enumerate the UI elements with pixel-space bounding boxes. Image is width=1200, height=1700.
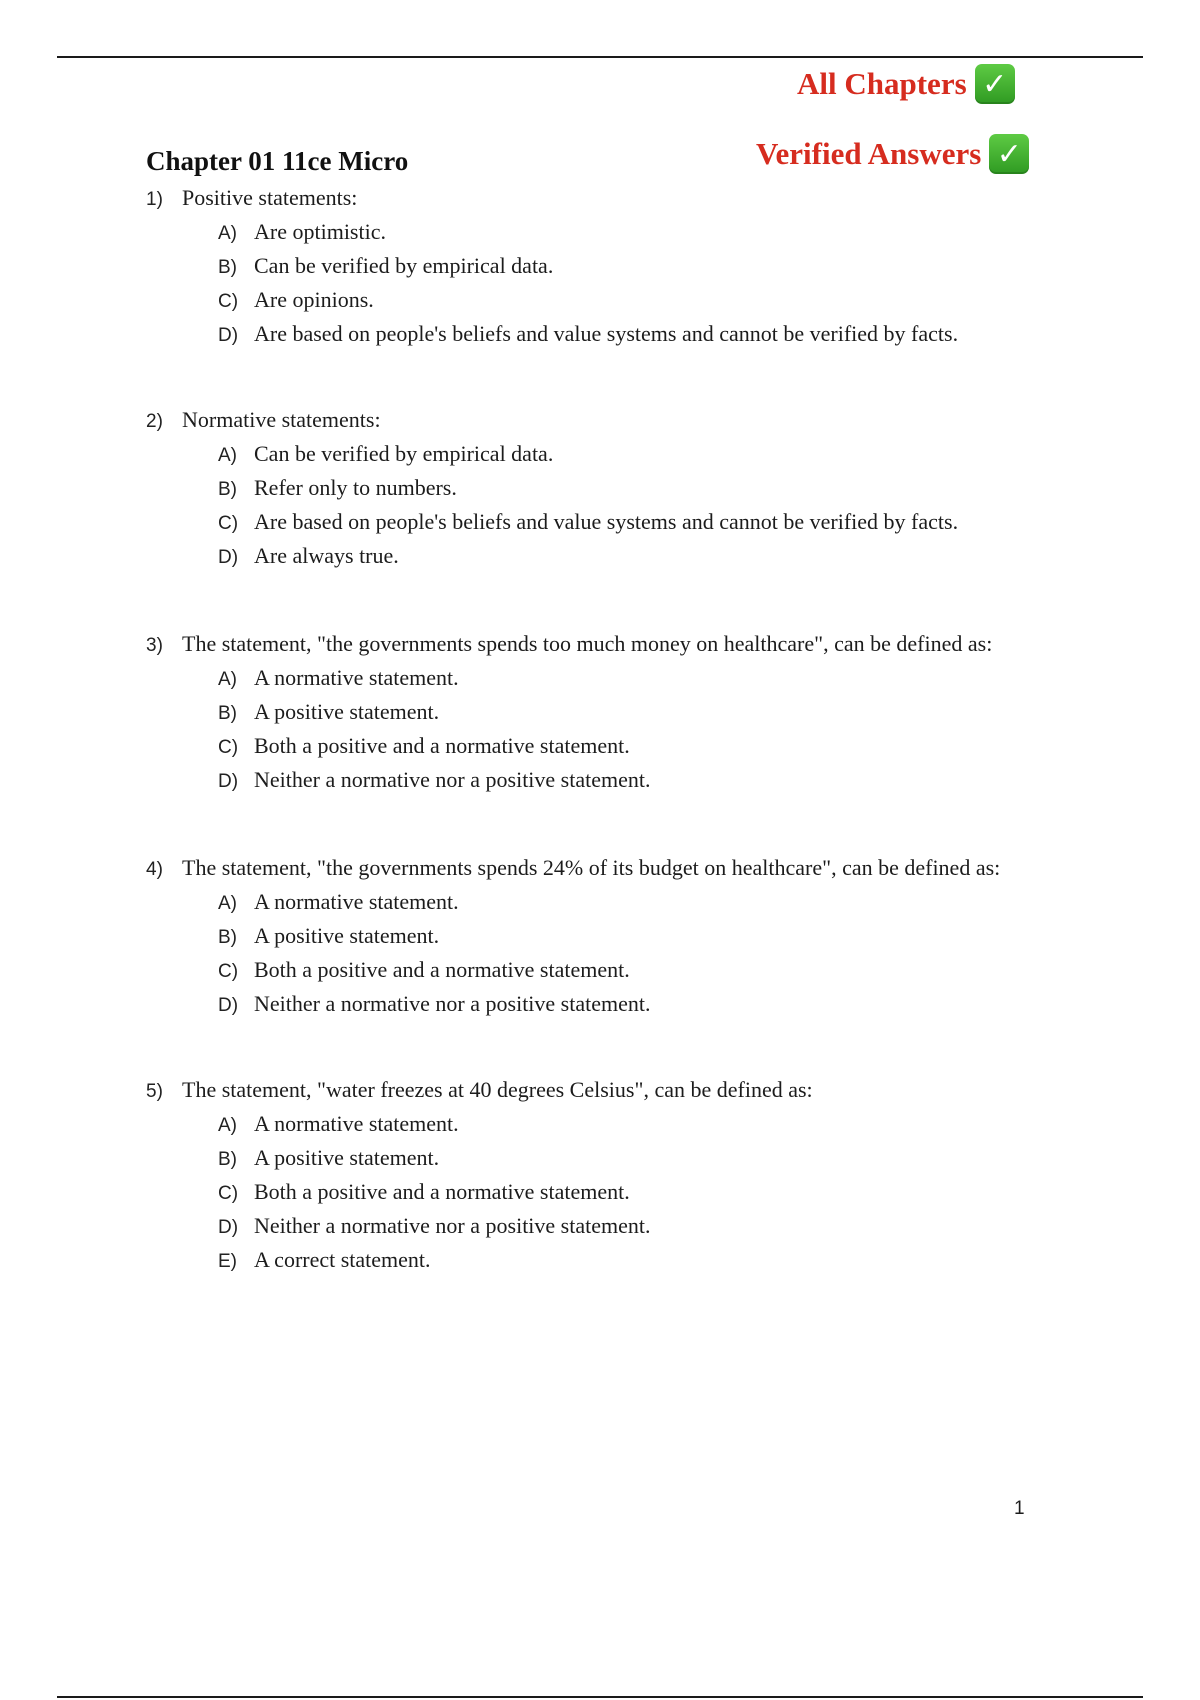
option-text: A positive statement.: [254, 699, 440, 724]
answer-option: [218, 1176, 1146, 1210]
option-letter: D): [218, 771, 239, 792]
answer-option: [218, 730, 1146, 764]
option-letter: D): [218, 995, 239, 1016]
answer-option: [218, 886, 1146, 920]
option-letter: D): [218, 1217, 239, 1238]
answer-option: [218, 920, 1146, 954]
option-text: Can be verified by empirical data.: [254, 253, 554, 278]
option-text: Both a positive and a normative statement.: [254, 733, 630, 758]
bottom-rule: [57, 1696, 1143, 1698]
answer-option: [218, 1244, 1146, 1278]
question-text: The statement, "water freezes at 40 degrees Celsius", can be defined as:: [182, 1077, 813, 1102]
option-letter: B): [218, 703, 237, 724]
answer-option: [218, 284, 1146, 318]
page-number: 1: [1014, 1498, 1025, 1519]
question-text: Positive statements:: [182, 185, 358, 210]
option-letter: A): [218, 445, 237, 466]
option-letter: B): [218, 257, 237, 278]
option-letter: D): [218, 325, 239, 346]
answer-option: [218, 988, 1146, 1022]
answer-option: [218, 540, 1146, 574]
verified-answers-label: Verified Answers: [756, 136, 982, 171]
option-letter: E): [218, 1251, 237, 1272]
question-number: 5): [146, 1081, 163, 1102]
option-text: A normative statement.: [254, 665, 459, 690]
question-3: [146, 628, 1146, 798]
chapter-title: Chapter 01 11ce Micro: [146, 146, 409, 176]
option-text: A correct statement.: [254, 1247, 431, 1272]
option-text: Are opinions.: [254, 287, 374, 312]
option-letter: A): [218, 223, 237, 244]
option-letter: B): [218, 927, 237, 948]
option-letter: C): [218, 961, 239, 982]
question-number: 1): [146, 189, 163, 210]
answer-option: [218, 318, 1146, 352]
question-text: Normative statements:: [182, 407, 381, 432]
option-text: Neither a normative nor a positive statement.: [254, 1213, 651, 1238]
question-2: [146, 404, 1146, 574]
question-number: 3): [146, 635, 163, 656]
top-rule: [57, 56, 1143, 58]
answer-option: [218, 696, 1146, 730]
option-text: Are always true.: [254, 543, 399, 568]
option-letter: B): [218, 479, 237, 500]
option-letter: C): [218, 737, 239, 758]
option-text: Neither a normative nor a positive statement.: [254, 991, 651, 1016]
option-letter: A): [218, 893, 237, 914]
answer-option: [218, 1210, 1146, 1244]
answer-option: [218, 506, 1146, 540]
check-mark-button-icon: ✓: [975, 64, 1015, 104]
option-letter: B): [218, 1149, 237, 1170]
option-letter: C): [218, 1183, 239, 1204]
answer-option: [218, 250, 1146, 284]
option-text: A positive statement.: [254, 923, 440, 948]
question-1: [146, 182, 1146, 352]
option-text: A positive statement.: [254, 1145, 440, 1170]
answer-option: [218, 954, 1146, 988]
answer-option: [218, 662, 1146, 696]
option-letter: D): [218, 547, 239, 568]
option-text: Are based on people's beliefs and value systems and cannot be verified by facts.: [254, 321, 959, 346]
option-letter: C): [218, 513, 239, 534]
all-chapters-label: All Chapters: [797, 66, 967, 101]
question-number: 4): [146, 859, 163, 880]
question-5: [146, 1074, 1146, 1278]
option-text: Can be verified by empirical data.: [254, 441, 554, 466]
option-text: Both a positive and a normative statement.: [254, 1179, 630, 1204]
option-text: A normative statement.: [254, 889, 459, 914]
option-letter: C): [218, 291, 239, 312]
answer-option: [218, 1108, 1146, 1142]
option-text: Refer only to numbers.: [254, 475, 457, 500]
option-text: A normative statement.: [254, 1111, 459, 1136]
answer-option: [218, 438, 1146, 472]
question-text: The statement, "the governments spends too much money on healthcare", can be defined as:: [182, 631, 993, 656]
option-text: Neither a normative nor a positive statement.: [254, 767, 651, 792]
option-text: Are optimistic.: [254, 219, 386, 244]
question-4: [146, 852, 1146, 1022]
answer-option: [218, 764, 1146, 798]
question-number: 2): [146, 411, 163, 432]
option-letter: A): [218, 1115, 237, 1136]
option-letter: A): [218, 669, 237, 690]
answer-option: [218, 216, 1146, 250]
all-chapters-stamp: [797, 64, 1015, 104]
option-text: Both a positive and a normative statement.: [254, 957, 630, 982]
option-text: Are based on people's beliefs and value systems and cannot be verified by facts.: [254, 509, 959, 534]
answer-option: [218, 1142, 1146, 1176]
check-mark-button-icon: ✓: [989, 134, 1029, 174]
question-text: The statement, "the governments spends 24% of its budget on healthcare", can be defined as:: [182, 855, 1001, 880]
answer-option: [218, 472, 1146, 506]
verified-answers-stamp: [756, 134, 1029, 174]
